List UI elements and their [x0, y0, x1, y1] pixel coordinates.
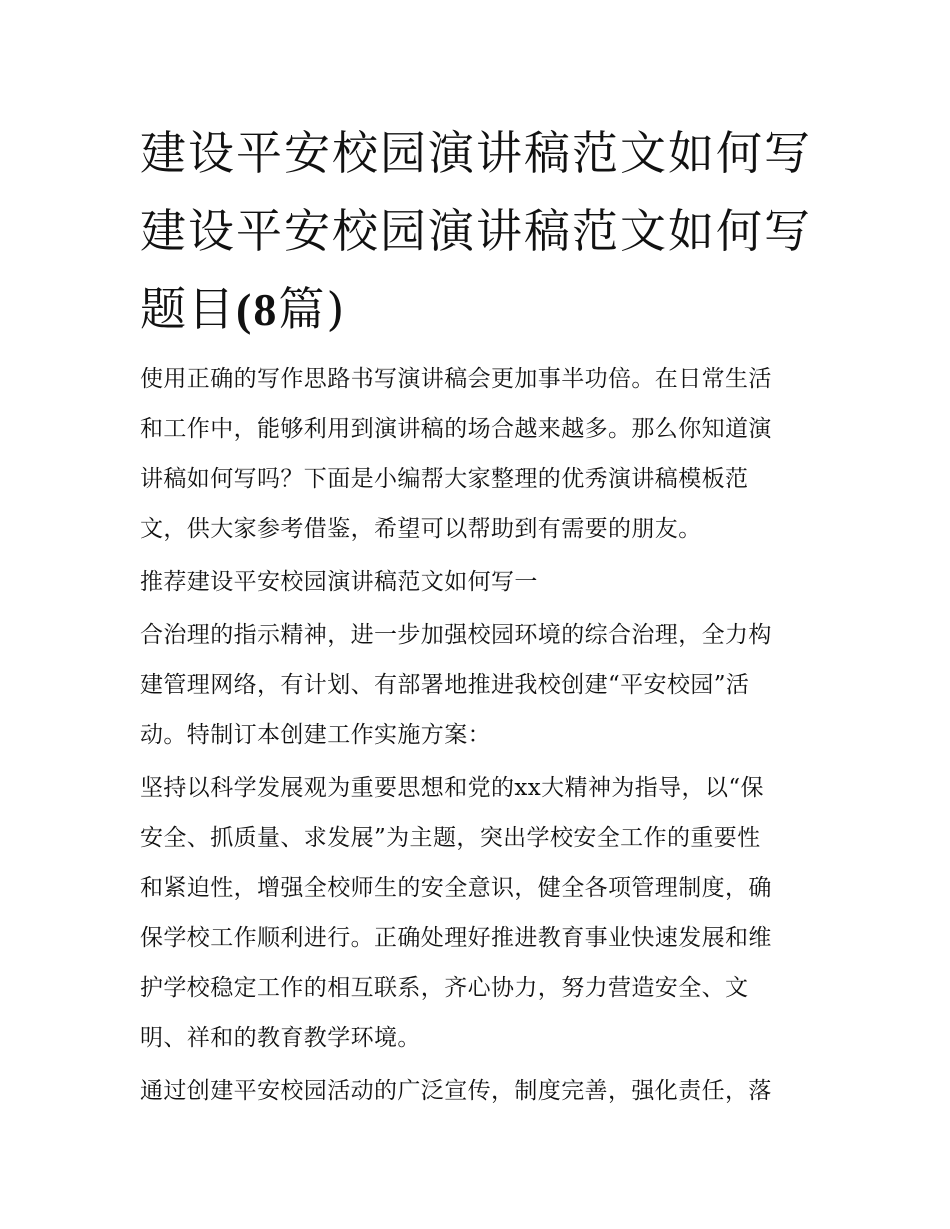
- document-title: [140, 114, 820, 349]
- body-line: 建管理网络，有计划、有部署地推进我校创建“平安校园”活: [140, 672, 750, 698]
- body-line: 坚持以科学发展观为重要思想和党的xx大精神为指导，以“保: [140, 775, 764, 801]
- body-line: 文，供大家参考借鉴，希望可以帮助到有需要的朋友。: [140, 516, 702, 542]
- body-line: 和紧迫性，增强全校师生的安全意识，健全各项管理制度，确: [140, 875, 772, 901]
- body-line: 明、祥和的教育教学环境。: [140, 1025, 421, 1051]
- body-line: 使用正确的写作思路书写演讲稿会更加事半功倍。在日常生活: [140, 366, 772, 392]
- body-line: 动。特制订本创建工作实施方案：: [140, 722, 491, 748]
- title-suffix: 篇): [278, 282, 347, 336]
- title-count: (8: [236, 284, 279, 335]
- title-text: 建设平安校园演讲稿范文如何写 建设平安校园演讲稿范文如何写题目: [140, 126, 812, 336]
- body-line: 讲稿如何写吗？下面是小编帮大家整理的优秀演讲稿模板范: [140, 466, 749, 492]
- body-line: 和工作中，能够利用到演讲稿的场合越来越多。那么你知道演: [140, 416, 772, 442]
- body-line: 保学校工作顺利进行。正确处理好推进教育事业快速发展和维: [140, 925, 772, 951]
- body-line: 合治理的指示精神，进一步加强校园环境的综合治理，全力构: [140, 622, 772, 648]
- body-line: 通过创建平安校园活动的广泛宣传，制度完善，强化责任，落: [140, 1078, 772, 1104]
- body-line: 护学校稳定工作的相互联系，齐心协力，努力营造安全、文: [140, 975, 749, 1001]
- section-heading: 推荐建设平安校园演讲稿范文如何写一: [140, 569, 538, 595]
- body-line: 安全、抓质量、求发展”为主题，突出学校安全工作的重要性: [140, 825, 761, 851]
